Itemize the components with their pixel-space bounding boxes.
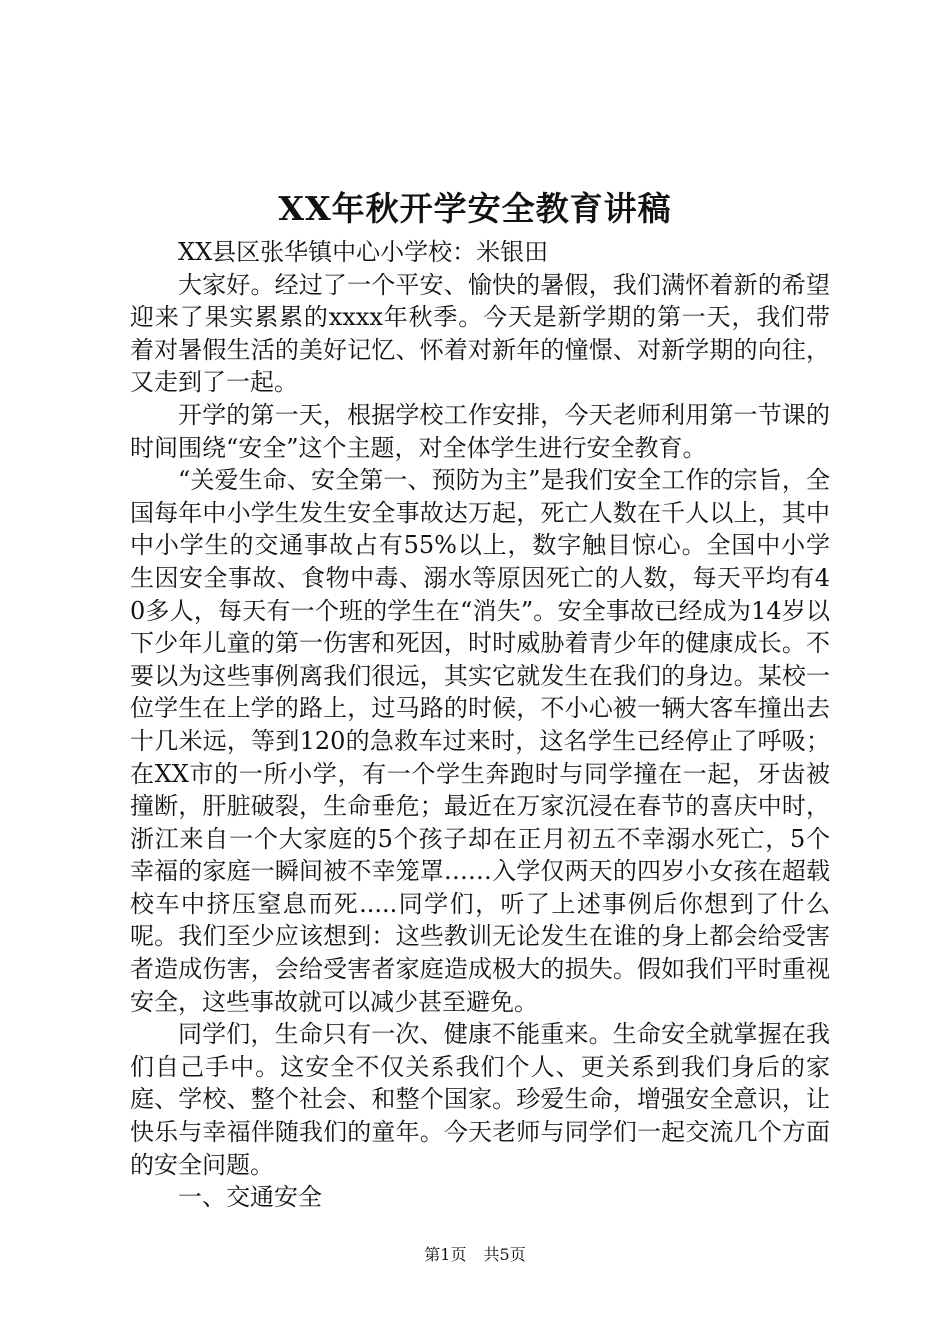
document-body (130, 236, 830, 1214)
paragraph-greeting: 大家好。经过了一个平安、愉快的暑假，我们满怀着新的希望迎来了果实累累的xxxx年秋季。今天是新学期的第一天，我们带着对暑假生活的美好记忆、怀着对新年的憧憬、对新学期的向往，又走到了一起。 (130, 270, 830, 397)
paragraph-life-value: 同学们，生命只有一次、健康不能重来。生命安全就掌握在我们自己手中。这安全不仅关系我们个人、更关系到我们身后的家庭、学校、整个社会、和整个国家。珍爱生命，增强安全意识，让快乐与幸福伴随我们的童年。今天老师与同学们一起交流几个方面的安全问题。 (130, 1020, 830, 1179)
author-line: XX县区张华镇中心小学校：米银田 (178, 238, 549, 266)
page-footer (0, 1243, 950, 1267)
paragraph-safety-facts: “关爱生命、安全第一、预防为主”是我们安全工作的宗旨，全国每年中小学生发生安全事故达万起，死亡人数在千人以上，其中中小学生的交通事故占有55%以上，数字触目惊心。全国中小学生因安全事故、食物中毒、溺水等原因死亡的人数，每天平均有40多人，每天有一个班的学生在“消失”。安全事故已经成为14岁以下少年儿童的第一伤害和死因，时时威胁着青少年的健康成长。不要以为这些事例离我们很远，其实它就发生在我们的身边。某校一位学生在上学的路上，过马路的时候，不小心被一辆大客车撞出去十几米远，等到120的急救车过来时，这名学生已经停止了呼吸；在XX市的一所小学，有一个学生奔跑时与同学撞在一起，牙齿被撞断，肝脏破裂，生命垂危；最近在万家沉浸在春节的喜庆中时，浙江来自一个大家庭的5个孩子却在正月初五不幸溺水死亡，5个幸福的家庭一瞬间被不幸笼罩……入学仅两天的四岁小女孩在超载校车中挤压窒息而死.....同学们，听了上述事例后你想到了什么呢。我们至少应该想到：这些教训无论发生在谁的身上都会给受害者造成伤害，会给受害者家庭造成极大的损失。假如我们平时重视安全，这些事故就可以减少甚至避免。 (130, 466, 830, 1016)
section-heading-traffic: 一、交通安全 (178, 1183, 322, 1212)
document-title: XX年秋开学安全教育讲稿 (278, 189, 672, 228)
page-total: 共5页 (483, 1245, 526, 1264)
paragraph-intro: 开学的第一天，根据学校工作安排，今天老师利用第一节课的时间围绕“安全”这个主题，对全体学生进行安全教育。 (130, 400, 830, 462)
page-number: 第1页 (424, 1245, 467, 1264)
